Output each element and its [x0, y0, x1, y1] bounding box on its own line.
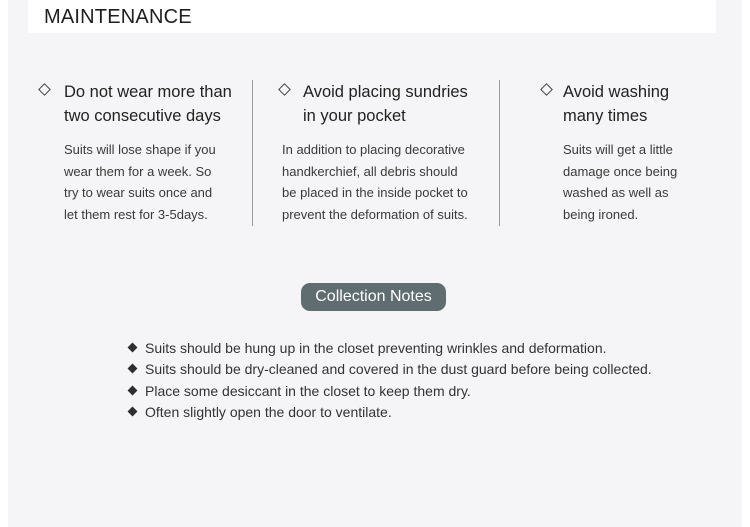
list-item	[127, 402, 652, 423]
list-item	[127, 338, 652, 359]
note-text: Often slightly open the door to ventilate.	[145, 403, 392, 420]
collection-notes-list	[127, 338, 652, 423]
tip-heading-text: Do not wear more than two consecutive days	[64, 83, 232, 125]
list-item	[127, 381, 652, 402]
tip-heading-text: Avoid washing many times	[563, 83, 670, 125]
header-bar	[28, 0, 716, 33]
collection-notes-badge: Collection Notes	[301, 283, 446, 311]
list-item	[127, 359, 652, 380]
maintenance-tip-2	[280, 80, 500, 225]
page-background	[8, 0, 742, 527]
tip-body: Suits will get a little damage once being washed as well as being ironed.	[563, 142, 678, 222]
page-title: MAINTENANCE	[44, 6, 192, 28]
diamond-bullet-icon	[128, 406, 138, 416]
tip-heading	[542, 80, 732, 128]
tip-heading	[40, 80, 260, 128]
column-divider	[252, 80, 253, 226]
diamond-bullet-icon	[128, 343, 138, 353]
tip-body: In addition to placing decorative handkerchief, all debris should be placed in the inside pocket to prevent the deformation of suits.	[282, 142, 468, 222]
note-text: Suits should be hung up in the closet preventing wrinkles and deformation.	[145, 340, 607, 356]
note-text: Suits should be dry-cleaned and covered in the dust guard before being collected.	[145, 361, 652, 378]
tip-body: Suits will lose shape if you wear them for a week. So try to wear suits once and let them rest for 3-5days.	[64, 142, 216, 222]
maintenance-tip-3	[542, 80, 732, 225]
tip-heading	[280, 80, 500, 128]
tip-heading-text: Avoid placing sundries in your pocket	[303, 83, 468, 125]
column-divider	[499, 80, 500, 226]
diamond-bullet-icon	[128, 385, 138, 395]
diamond-bullet-icon	[128, 364, 138, 374]
note-text: Place some desiccant in the closet to keep them dry.	[145, 382, 471, 399]
maintenance-tip-1	[40, 80, 260, 225]
